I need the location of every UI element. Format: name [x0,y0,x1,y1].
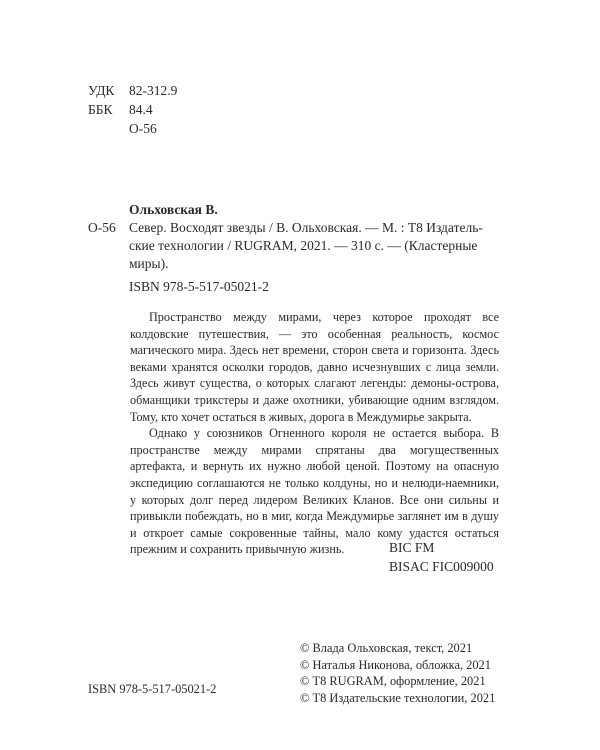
author-heading: Ольховская В. [129,202,218,217]
udk-row [88,81,177,100]
copyright-design: © Т8 RUGRAM, оформление, 2021 [300,674,486,688]
copyright-publisher: © Т8 Издательские технологии, 2021 [300,690,496,705]
bbk-label: ББК [88,102,113,117]
author-mark: О-56 [129,121,157,136]
subject-codes [389,538,494,576]
author-mark-row [88,119,177,138]
udk-label: УДК [88,83,115,98]
isbn-line: ISBN 978-5-517-05021-2 [129,279,269,294]
annotation-paragraph-2: Однако у союзников Огненного короля не остается выбора. В пространстве между мирами спрятаны два могущественных артефакта, и вернуть их нужно любой ценой. Поэтому на опасную экспедицию соглашаются не только колдуны, но и нелюди-наемники, у которых долг перед лидером Великих Кланов. Все они сильны и привыкли побеждать, но в миг, когда Междумирье заглянет им в душу и откроет самые сокровенные тайны, мало кому удастся остаться прежним и сохранить привычную жизнь. [130,426,499,557]
udk-value: 82-312.9 [129,83,178,98]
bisac-code: BISAC FIC009000 [389,559,494,574]
entry-line-2: ские технологии / RUGRAM, 2021. — 310 с. — (Кластерные [129,238,478,253]
copyright-cover: © Наталья Никонова, обложка, 2021 [300,657,491,672]
entry-line-3: миры). [129,256,169,271]
bbk-row [88,100,177,119]
bibliographic-entry [88,219,518,273]
classification-block [88,81,177,138]
copyright-text: © Влада Ольховская, текст, 2021 [300,641,473,655]
bbk-value: 84.4 [129,102,153,117]
entry-mark: О-56 [88,220,116,235]
bic-code: BIC FM [389,540,435,555]
entry-line-1: Север. Восходят звезды / В. Ольховская. — М. : Т8 Издатель- [129,220,483,235]
copyright-block [300,640,495,706]
annotation-paragraph-1: Пространство между мирами, через которое проходят все колдовские путешествия, — это особенная реальность, космос магического мира. Здесь нет времени, сторон света и горизонта. Здесь веками хранятся осколки городов, давно исчезнувших с лица земли. Здесь живут существа, о которых слагают легенды: демоны-острова, обманщики трикстеры и даже охотники, убивающие одним взглядом. Тому, кто хочет остаться в живых, дорога в Междумирье закрыта. [130,310,499,424]
footer-isbn: ISBN 978-5-517-05021-2 [88,682,217,696]
annotation [130,309,499,558]
